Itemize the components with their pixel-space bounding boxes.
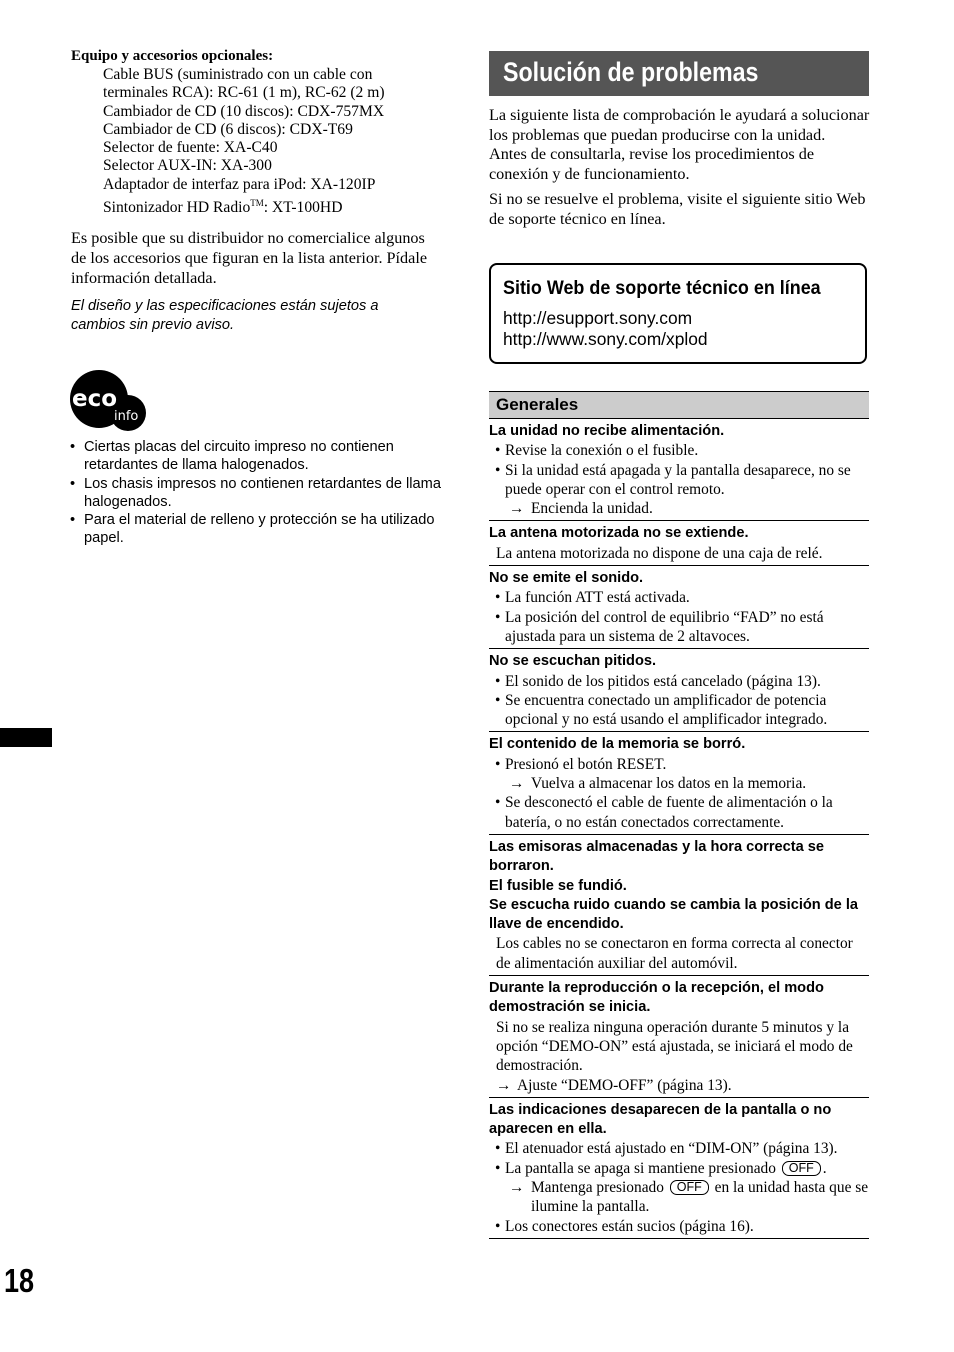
answer-text: La antena motorizada no dispone de una caja de relé. (496, 544, 823, 562)
problem-entry (489, 835, 869, 976)
problem-question: No se emite el sonido. (489, 570, 644, 587)
problem-entry (489, 566, 869, 649)
solution-step: → Mantenga presionado OFF en la unidad hasta que se ilumine la pantalla. (509, 1178, 869, 1216)
off-button-label: OFF (670, 1180, 709, 1195)
answer-item: • Se desconectó el cable de fuente de alimentación o la batería, o no están conectados correctamente. (495, 794, 833, 831)
distributor-note: Es posible que su distribuidor no comercialice algunos de los accesorios que figuran en la lista anterior. Pídale información detallada. (71, 229, 428, 287)
problem-question: La antena motorizada no se extiende. (489, 525, 749, 542)
troubleshooting-list (489, 419, 869, 1239)
list-item: • Los chasis impresos no contienen retardantes de llama halogenados. (70, 475, 441, 510)
general-subheader (489, 391, 869, 419)
problem-entry (489, 521, 869, 566)
answer-text: Si no se realiza ninguna operación durante 5 minutos y la opción “DEMO-ON” está ajustada, se iniciará el modo de demostración. (496, 1018, 853, 1075)
hd-radio-suffix: : XT-100HD (263, 199, 343, 217)
arrow-icon: → (509, 1178, 525, 1196)
answer-item: • El sonido de los pitidos está cancelado (página 13). (495, 672, 821, 690)
list-item: • Ciertas placas del circuito impreso no contienen retardantes de llama halogenados. (70, 439, 394, 474)
list-item: terminales RCA): RC-61 (1 m), RC-62 (2 m) (103, 84, 385, 102)
support-box-title: Sitio Web de soporte técnico en línea (503, 277, 821, 299)
answer-item: • Presionó el botón RESET. (495, 755, 667, 773)
list-item: Adaptador de interfaz para iPod: XA-120IP (103, 175, 376, 193)
intro-paragraph: La siguiente lista de comprobación le ayudará a solucionar los problemas que puedan producirse con la unidad. (489, 106, 870, 144)
problem-question: El contenido de la memoria se borró. (489, 736, 746, 753)
problem-question: El fusible se fundió. (489, 877, 627, 894)
bullet: • (70, 512, 76, 529)
support-website-box (489, 263, 867, 364)
list-item: Selector AUX-IN: XA-300 (103, 157, 272, 175)
page-number: 18 (4, 1262, 35, 1299)
accessories-list (103, 66, 443, 218)
accessories-title: Equipo y accesorios opcionales: (71, 48, 274, 64)
list-item: Cambiador de CD (10 discos): CDX-757MX (103, 102, 385, 120)
eco-points-list (70, 438, 442, 548)
problem-entry (489, 419, 869, 521)
answer-item: • Los conectores están sucios (página 16). (495, 1217, 754, 1235)
support-url-link[interactable]: http://www.sony.com/xplod (503, 329, 708, 349)
off-button-label: OFF (782, 1161, 821, 1176)
intro-paragraph: Antes de consultarla, revise los procedimientos de conexión y de funcionamiento. (489, 145, 815, 183)
list-item: Selector de fuente: XA-C40 (103, 139, 278, 157)
answer-item: • Si la unidad está apagada y la pantalla desaparece, no se puede operar con el control remoto. (495, 461, 851, 498)
intro-text (489, 106, 874, 230)
disclaimer: El diseño y las especificaciones están sujetos a cambios sin previo aviso. (71, 298, 379, 333)
list-item: • Para el material de relleno y protección se ha utilizado papel. (70, 512, 435, 547)
arrow-icon: → (509, 775, 525, 793)
arrow-icon: → (509, 500, 525, 518)
answer-item: • La pantalla se apaga si mantiene presionado OFF . (495, 1159, 827, 1177)
section-tab-marker (0, 728, 52, 747)
answer-item: • El atenuador está ajustado en “DIM-ON” (página 13). (495, 1140, 838, 1158)
list-item (103, 194, 443, 217)
trademark-mark: TM (250, 198, 264, 209)
list-item: Cambiador de CD (6 discos): CDX-T69 (103, 120, 353, 138)
problem-entry (489, 649, 869, 732)
page-title: Solución de problemas (503, 57, 759, 87)
solution-step: → Encienda la unidad. (509, 500, 653, 518)
section-header (489, 51, 869, 96)
list-item: Cable BUS (suministrado con un cable con (103, 66, 373, 83)
bullet: • (70, 439, 76, 455)
intro-paragraph: Si no se resuelve el problema, visite el siguiente sitio Web de soporte técnico en línea. (489, 190, 866, 228)
answer-item: • La posición del control de equilibrio “FAD” no está ajustada para un sistema de 2 altavoces. (495, 608, 824, 645)
problem-question: Las indicaciones desaparecen de la pantalla o no aparecen en ella. (489, 1101, 832, 1138)
eco-logo-sub: info (114, 409, 139, 424)
solution-step: → Ajuste “DEMO-OFF” (página 13). (496, 1076, 732, 1094)
eco-logo-word: eco (72, 386, 118, 412)
bullet: • (70, 475, 76, 492)
answer-item: • Revise la conexión o el fusible. (495, 442, 699, 460)
problem-entry (489, 976, 869, 1098)
eco-info-logo (70, 368, 148, 434)
problem-entry (489, 732, 869, 834)
subheader-title: Generales (496, 395, 579, 414)
problem-question: Las emisoras almacenadas y la hora correcta se borraron. (489, 838, 825, 875)
arrow-icon: → (496, 1076, 512, 1094)
answer-item: • La función ATT está activada. (495, 589, 690, 607)
problem-question: No se escuchan pitidos. (489, 653, 657, 670)
hd-radio-prefix: Sintonizador HD Radio (103, 199, 251, 217)
problem-question: Durante la reproducción o la recepción, el modo demostración se inicia. (489, 980, 824, 1016)
problem-question: La unidad no recibe alimentación. (489, 423, 725, 439)
problem-question: Se escucha ruido cuando se cambia la posición de la llave de encendido. (489, 896, 859, 933)
answer-item: • Se encuentra conectado un amplificador de potencia opcional y no está usando el amplificador integrado. (495, 691, 828, 729)
solution-step: → Vuelva a almacenar los datos en la memoria. (509, 775, 807, 793)
problem-entry (489, 1098, 869, 1239)
answer-text: Los cables no se conectaron en forma correcta al conector de alimentación auxiliar del automóvil. (496, 935, 853, 972)
support-url-link[interactable]: http://esupport.sony.com (503, 308, 693, 328)
